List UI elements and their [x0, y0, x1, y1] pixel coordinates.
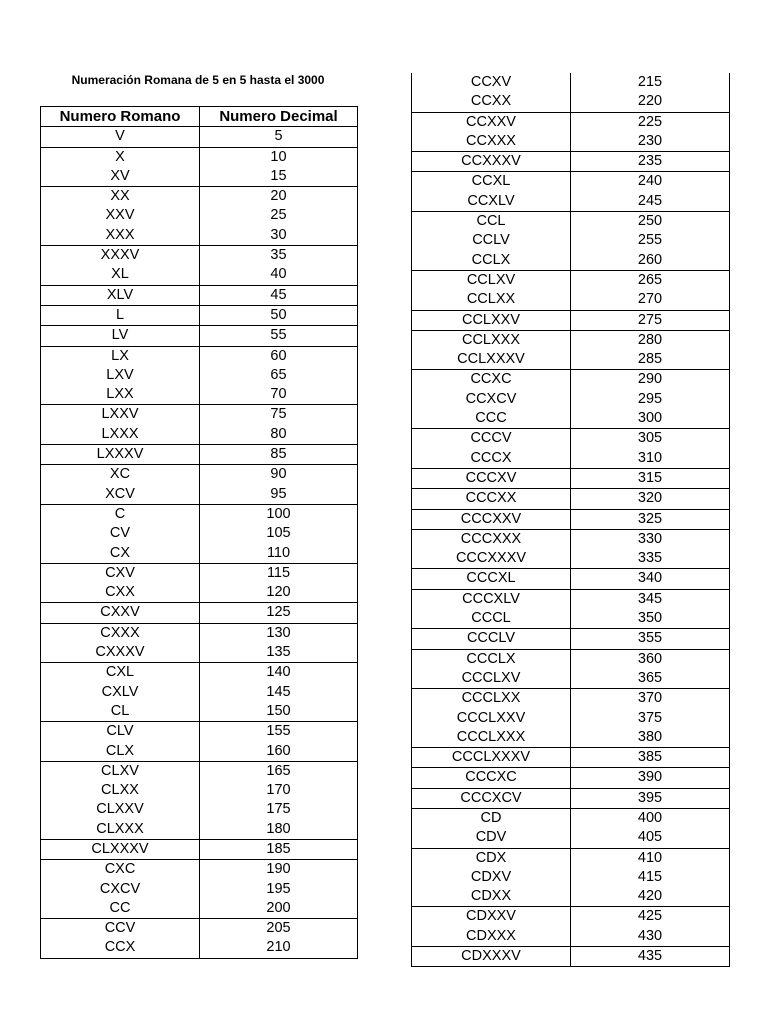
decimal-value-cell: 130	[200, 623, 358, 643]
roman-value-cell: CCXXX	[412, 132, 571, 152]
roman-value-cell: LXX	[41, 385, 200, 405]
table-row	[412, 748, 730, 768]
roman-value-cell: CCLXXX	[412, 330, 571, 350]
table-body-left	[41, 127, 358, 958]
roman-value-cell: CCCXCV	[412, 788, 571, 808]
decimal-value-cell: 25	[200, 206, 358, 225]
roman-value-cell: CCLXXXV	[412, 350, 571, 370]
decimal-value-cell: 55	[200, 326, 358, 346]
decimal-value-cell: 340	[571, 569, 730, 589]
decimal-value-cell: 210	[200, 938, 358, 958]
decimal-value-cell: 170	[200, 781, 358, 800]
table-row	[41, 919, 358, 939]
table-row	[41, 899, 358, 919]
roman-value-cell: XV	[41, 167, 200, 187]
table-row	[412, 609, 730, 629]
table-row	[412, 649, 730, 669]
roman-value-cell: CCCXXX	[412, 529, 571, 549]
roman-value-cell: CCXLV	[412, 192, 571, 212]
roman-value-cell: CCCXXXV	[412, 549, 571, 569]
decimal-value-cell: 270	[571, 290, 730, 310]
table-row	[412, 409, 730, 429]
table-row	[412, 290, 730, 310]
table-row	[41, 246, 358, 266]
roman-value-cell: CCCXC	[412, 768, 571, 788]
table-row	[412, 370, 730, 390]
decimal-value-cell: 320	[571, 489, 730, 509]
roman-value-cell: CCXC	[412, 370, 571, 390]
decimal-value-cell: 420	[571, 887, 730, 907]
decimal-value-cell: 50	[200, 305, 358, 325]
decimal-value-cell: 250	[571, 212, 730, 232]
roman-value-cell: LXXX	[41, 425, 200, 445]
decimal-value-cell: 135	[200, 643, 358, 663]
table-row	[41, 326, 358, 346]
table-row	[41, 563, 358, 583]
table-row	[412, 231, 730, 250]
roman-value-cell: CCXCV	[412, 390, 571, 409]
roman-value-cell: CCL	[412, 212, 571, 232]
table-row	[412, 73, 730, 92]
decimal-value-cell: 285	[571, 350, 730, 370]
decimal-value-cell: 100	[200, 504, 358, 524]
table-row	[412, 927, 730, 947]
table-row	[412, 212, 730, 232]
decimal-value-cell: 230	[571, 132, 730, 152]
roman-value-cell: CXXXV	[41, 643, 200, 663]
roman-value-cell: CLXV	[41, 761, 200, 781]
roman-value-cell: CCCXLV	[412, 589, 571, 609]
decimal-value-cell: 240	[571, 172, 730, 192]
roman-value-cell: CCCV	[412, 429, 571, 449]
decimal-value-cell: 35	[200, 246, 358, 266]
table-row	[41, 702, 358, 722]
table-row	[412, 112, 730, 132]
table-row	[41, 485, 358, 505]
roman-value-cell: CCC	[412, 409, 571, 429]
decimal-value-cell: 335	[571, 549, 730, 569]
decimal-value-cell: 385	[571, 748, 730, 768]
roman-value-cell: CDXXX	[412, 927, 571, 947]
table-row	[412, 669, 730, 689]
table-row	[412, 468, 730, 488]
decimal-value-cell: 410	[571, 848, 730, 868]
decimal-value-cell: 365	[571, 669, 730, 689]
table-row	[412, 808, 730, 828]
decimal-value-cell: 430	[571, 927, 730, 947]
roman-value-cell: CCCL	[412, 609, 571, 629]
decimal-value-cell: 150	[200, 702, 358, 722]
roman-value-cell: CD	[412, 808, 571, 828]
decimal-value-cell: 175	[200, 800, 358, 819]
decimal-value-cell: 160	[200, 742, 358, 762]
header-numero-romano: Numero Romano	[41, 107, 200, 127]
table-row	[412, 848, 730, 868]
roman-value-cell: CDX	[412, 848, 571, 868]
decimal-value-cell: 140	[200, 663, 358, 683]
table-row	[41, 880, 358, 899]
decimal-value-cell: 30	[200, 226, 358, 246]
roman-value-cell: XLV	[41, 285, 200, 305]
roman-value-cell: CCCLXXXV	[412, 748, 571, 768]
roman-value-cell: CCLV	[412, 231, 571, 250]
decimal-value-cell: 295	[571, 390, 730, 409]
table-row	[412, 549, 730, 569]
roman-value-cell: CCV	[41, 919, 200, 939]
roman-value-cell: XC	[41, 465, 200, 485]
roman-value-cell: CLXXX	[41, 820, 200, 840]
roman-value-cell: CXL	[41, 663, 200, 683]
roman-value-cell: CCCLXXV	[412, 709, 571, 728]
table-row	[41, 305, 358, 325]
table-row	[41, 504, 358, 524]
table-row	[41, 167, 358, 187]
decimal-value-cell: 215	[571, 73, 730, 92]
table-row	[41, 127, 358, 147]
decimal-value-cell: 355	[571, 629, 730, 649]
roman-value-cell: CCLX	[412, 251, 571, 271]
table-row	[412, 251, 730, 271]
header-numero-decimal: Numero Decimal	[200, 107, 358, 127]
table-row	[412, 868, 730, 887]
roman-value-cell: CLXXV	[41, 800, 200, 819]
decimal-value-cell: 400	[571, 808, 730, 828]
table-row	[41, 445, 358, 465]
roman-value-cell: CCXX	[412, 92, 571, 112]
decimal-value-cell: 145	[200, 683, 358, 702]
table-row	[41, 544, 358, 564]
table-row	[41, 187, 358, 207]
roman-value-cell: CCCLXV	[412, 669, 571, 689]
decimal-value-cell: 80	[200, 425, 358, 445]
table-row	[41, 147, 358, 167]
roman-value-cell: CXXX	[41, 623, 200, 643]
decimal-value-cell: 415	[571, 868, 730, 887]
decimal-value-cell: 60	[200, 346, 358, 366]
table-row	[412, 152, 730, 172]
decimal-value-cell: 125	[200, 603, 358, 623]
decimal-value-cell: 395	[571, 788, 730, 808]
decimal-value-cell: 190	[200, 860, 358, 880]
decimal-value-cell: 425	[571, 907, 730, 927]
table-row	[41, 820, 358, 840]
roman-value-cell: CLX	[41, 742, 200, 762]
roman-value-cell: CCCX	[412, 449, 571, 469]
table-row	[41, 761, 358, 781]
roman-value-cell: CDXX	[412, 887, 571, 907]
table-header-row	[41, 107, 358, 127]
decimal-value-cell: 70	[200, 385, 358, 405]
table-row	[412, 689, 730, 709]
roman-value-cell: XL	[41, 265, 200, 285]
table-row	[412, 172, 730, 192]
decimal-value-cell: 95	[200, 485, 358, 505]
table-row	[41, 623, 358, 643]
table-row	[41, 425, 358, 445]
decimal-value-cell: 200	[200, 899, 358, 919]
table-row	[412, 429, 730, 449]
table-row	[412, 947, 730, 967]
decimal-value-cell: 255	[571, 231, 730, 250]
roman-value-cell: CXCV	[41, 880, 200, 899]
roman-value-cell: CCXL	[412, 172, 571, 192]
roman-value-cell: CCCXX	[412, 489, 571, 509]
roman-value-cell: LXXV	[41, 405, 200, 425]
table-row	[41, 366, 358, 385]
table-row	[412, 768, 730, 788]
roman-value-cell: CDXXV	[412, 907, 571, 927]
roman-value-cell: LX	[41, 346, 200, 366]
roman-value-cell: CX	[41, 544, 200, 564]
roman-value-cell: CXX	[41, 583, 200, 603]
roman-value-cell: CCCLXXX	[412, 728, 571, 748]
roman-value-cell: CXLV	[41, 683, 200, 702]
roman-value-cell: CLXXXV	[41, 839, 200, 859]
decimal-value-cell: 305	[571, 429, 730, 449]
decimal-value-cell: 405	[571, 828, 730, 848]
decimal-value-cell: 325	[571, 509, 730, 529]
table-row	[41, 781, 358, 800]
decimal-value-cell: 360	[571, 649, 730, 669]
table-row	[41, 683, 358, 702]
roman-value-cell: X	[41, 147, 200, 167]
roman-value-cell: XX	[41, 187, 200, 207]
decimal-value-cell: 235	[571, 152, 730, 172]
decimal-value-cell: 315	[571, 468, 730, 488]
table-row	[41, 663, 358, 683]
roman-value-cell: CCCXL	[412, 569, 571, 589]
table-row	[41, 465, 358, 485]
table-row	[412, 907, 730, 927]
roman-value-cell: CC	[41, 899, 200, 919]
decimal-value-cell: 350	[571, 609, 730, 629]
roman-numeral-table-right	[411, 73, 730, 967]
table-row	[412, 449, 730, 469]
table-row	[41, 265, 358, 285]
decimal-value-cell: 75	[200, 405, 358, 425]
decimal-value-cell: 375	[571, 709, 730, 728]
roman-value-cell: CCCXXV	[412, 509, 571, 529]
table-row	[412, 310, 730, 330]
decimal-value-cell: 300	[571, 409, 730, 429]
roman-value-cell: CCX	[41, 938, 200, 958]
table-row	[41, 385, 358, 405]
roman-value-cell: CXXV	[41, 603, 200, 623]
decimal-value-cell: 120	[200, 583, 358, 603]
decimal-value-cell: 65	[200, 366, 358, 385]
roman-value-cell: CV	[41, 524, 200, 543]
roman-value-cell: XXX	[41, 226, 200, 246]
table-row	[412, 709, 730, 728]
decimal-value-cell: 260	[571, 251, 730, 271]
table-row	[41, 722, 358, 742]
roman-value-cell: LXXXV	[41, 445, 200, 465]
roman-value-cell: CLV	[41, 722, 200, 742]
decimal-value-cell: 380	[571, 728, 730, 748]
roman-value-cell: CCCXV	[412, 468, 571, 488]
decimal-value-cell: 390	[571, 768, 730, 788]
roman-value-cell: CCXXV	[412, 112, 571, 132]
table-row	[412, 529, 730, 549]
roman-value-cell: XXV	[41, 206, 200, 225]
decimal-value-cell: 105	[200, 524, 358, 543]
roman-value-cell: CDXXXV	[412, 947, 571, 967]
decimal-value-cell: 40	[200, 265, 358, 285]
table-row	[412, 132, 730, 152]
decimal-value-cell: 205	[200, 919, 358, 939]
table-row	[41, 643, 358, 663]
decimal-value-cell: 275	[571, 310, 730, 330]
decimal-value-cell: 370	[571, 689, 730, 709]
roman-value-cell: LXV	[41, 366, 200, 385]
decimal-value-cell: 245	[571, 192, 730, 212]
table-row	[412, 92, 730, 112]
table-row	[412, 350, 730, 370]
roman-value-cell: V	[41, 127, 200, 147]
table-row	[41, 285, 358, 305]
decimal-value-cell: 330	[571, 529, 730, 549]
decimal-value-cell: 435	[571, 947, 730, 967]
table-row	[412, 569, 730, 589]
table-row	[41, 226, 358, 246]
roman-value-cell: CLXX	[41, 781, 200, 800]
roman-numeral-table-left	[40, 106, 358, 959]
decimal-value-cell: 10	[200, 147, 358, 167]
table-row	[41, 860, 358, 880]
roman-value-cell: CCCLV	[412, 629, 571, 649]
table-row	[412, 330, 730, 350]
decimal-value-cell: 345	[571, 589, 730, 609]
table-row	[41, 346, 358, 366]
table-row	[412, 828, 730, 848]
decimal-value-cell: 85	[200, 445, 358, 465]
table-row	[41, 839, 358, 859]
roman-value-cell: C	[41, 504, 200, 524]
roman-value-cell: CCLXV	[412, 270, 571, 290]
table-row	[412, 270, 730, 290]
table-row	[412, 629, 730, 649]
table-row	[412, 887, 730, 907]
decimal-value-cell: 45	[200, 285, 358, 305]
roman-value-cell: CDV	[412, 828, 571, 848]
roman-value-cell: XCV	[41, 485, 200, 505]
decimal-value-cell: 165	[200, 761, 358, 781]
decimal-value-cell: 265	[571, 270, 730, 290]
table-row	[412, 728, 730, 748]
table-row	[41, 742, 358, 762]
table-row	[41, 603, 358, 623]
table-row	[412, 788, 730, 808]
roman-value-cell: CDXV	[412, 868, 571, 887]
decimal-value-cell: 280	[571, 330, 730, 350]
table-row	[41, 583, 358, 603]
roman-value-cell: CCCLX	[412, 649, 571, 669]
roman-value-cell: CXC	[41, 860, 200, 880]
document-title: Numeración Romana de 5 en 5 hasta el 3000	[71, 73, 325, 87]
roman-value-cell: CCXXXV	[412, 152, 571, 172]
table-row	[41, 938, 358, 958]
roman-value-cell: L	[41, 305, 200, 325]
table-row	[412, 489, 730, 509]
table-row	[412, 390, 730, 409]
table-row	[41, 405, 358, 425]
decimal-value-cell: 195	[200, 880, 358, 899]
roman-value-cell: CCCLXX	[412, 689, 571, 709]
table-row	[41, 206, 358, 225]
table-row	[412, 509, 730, 529]
decimal-value-cell: 225	[571, 112, 730, 132]
decimal-value-cell: 15	[200, 167, 358, 187]
table-body-right	[412, 73, 730, 967]
roman-value-cell: CCLXX	[412, 290, 571, 310]
decimal-value-cell: 115	[200, 563, 358, 583]
table-row	[41, 800, 358, 819]
decimal-value-cell: 220	[571, 92, 730, 112]
table-row	[412, 192, 730, 212]
table-row	[412, 589, 730, 609]
roman-value-cell: CCLXXV	[412, 310, 571, 330]
decimal-value-cell: 290	[571, 370, 730, 390]
roman-value-cell: CCXV	[412, 73, 571, 92]
decimal-value-cell: 310	[571, 449, 730, 469]
decimal-value-cell: 180	[200, 820, 358, 840]
table-row	[41, 524, 358, 543]
decimal-value-cell: 5	[200, 127, 358, 147]
decimal-value-cell: 90	[200, 465, 358, 485]
roman-value-cell: CXV	[41, 563, 200, 583]
decimal-value-cell: 155	[200, 722, 358, 742]
decimal-value-cell: 110	[200, 544, 358, 564]
roman-value-cell: XXXV	[41, 246, 200, 266]
roman-value-cell: CL	[41, 702, 200, 722]
decimal-value-cell: 20	[200, 187, 358, 207]
roman-value-cell: LV	[41, 326, 200, 346]
decimal-value-cell: 185	[200, 839, 358, 859]
